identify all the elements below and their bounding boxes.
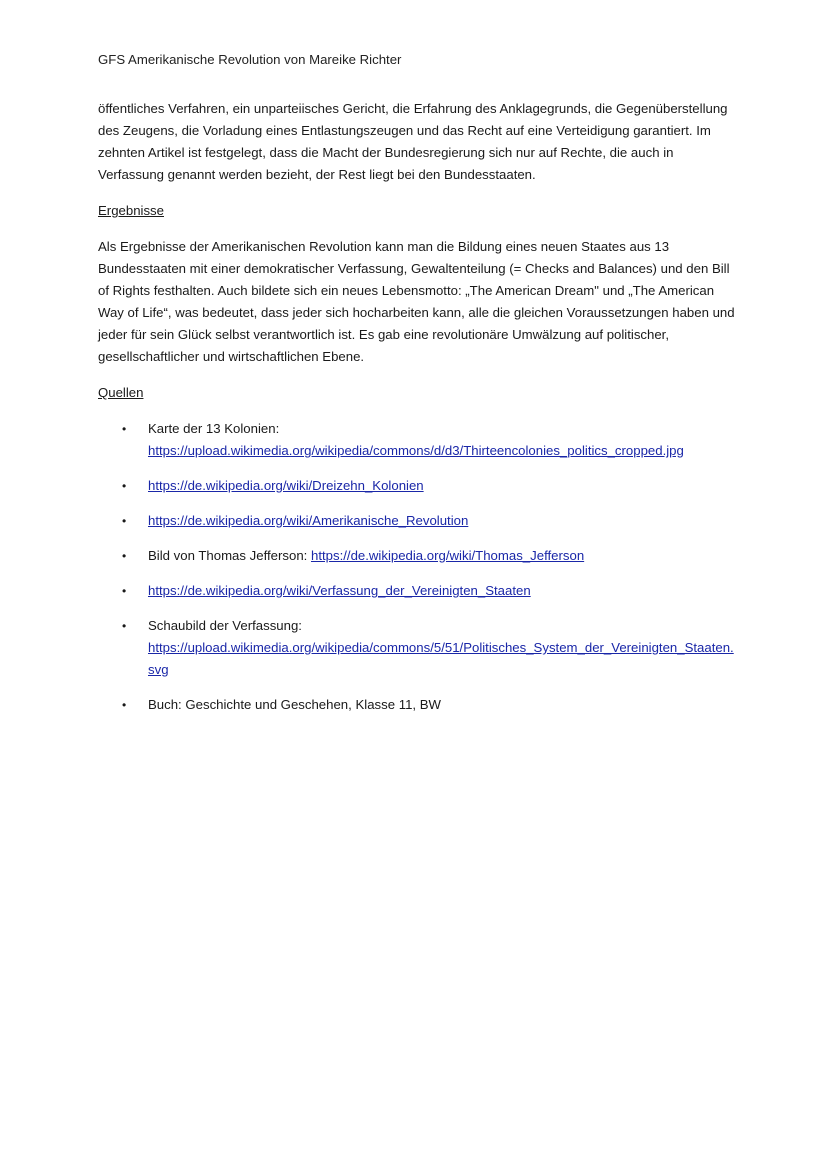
bullet-icon: • [122,698,127,712]
source-link[interactable]: https://upload.wikimedia.org/wikipedia/commons/d/d3/Thirteencolonies_politics_cropped.jpg [148,443,684,458]
source-item [98,418,738,462]
source-link[interactable]: https://de.wikipedia.org/wiki/Dreizehn_Kolonien [148,478,424,493]
sources-list [98,418,738,716]
source-label: Karte der 13 Kolonien: [148,421,280,436]
source-link[interactable]: https://upload.wikimedia.org/wikipedia/commons/5/51/Politisches_System_der_Vereinigten_Staaten.svg [148,640,734,677]
source-item [98,545,738,567]
bullet-icon: • [122,422,127,436]
source-item [98,615,738,681]
bullet-icon: • [122,584,127,598]
bullet-icon: • [122,619,127,633]
heading-results: Ergebnisse [98,203,164,218]
source-link[interactable]: https://de.wikipedia.org/wiki/Amerikanische_Revolution [148,513,469,528]
source-link[interactable]: https://de.wikipedia.org/wiki/Thomas_Jefferson [310,548,585,563]
source-link[interactable]: https://de.wikipedia.org/wiki/Verfassung_der_Vereinigten_Staaten [148,583,531,598]
paragraph-bill-of-rights: öffentliches Verfahren, ein unparteiisches Gericht, die Erfahrung des Anklagegrunds, die Gegenüberstellung des Zeugens, die Vorladung eines Entlastungszeugen und das Recht auf eine Verteidigung garantiert. Im zehnten Artikel ist festgelegt, dass die Macht der Bundesregierung sich nur auf Rechte, die auch in Verfassung genannt werden bezieht, der Rest liegt bei den Bundesstaaten. [98,101,728,182]
source-item [98,475,738,497]
source-item [98,580,738,602]
source-label: Schaubild der Verfassung: [148,618,302,633]
bullet-icon: • [122,514,127,528]
paragraph-results: Als Ergebnisse der Amerikanischen Revolution kann man die Bildung eines neuen Staates aus 13 Bundesstaaten mit einer demokratischer Verfassung, Gewaltenteilung (= Checks and Balances) und den Bill of Rights festhalten. Auch bildete sich ein neues Lebensmotto: „The American Dream" und „The American Way of Life“, was bedeutet, dass jeder sich hocharbeiten kann, alle die gleichen Voraussetzungen haben und jeder für sein Glück selbst verantwortlich ist. Es gab eine revolutionäre Umwälzung auf politischer, gesellschaftlicher und wirtschaftlichen Ebene. [98,239,735,364]
source-label: Buch: Geschichte und Geschehen, Klasse 11, BW [148,697,441,712]
document-body [98,98,738,729]
heading-sources: Quellen [98,385,144,400]
source-item [98,510,738,532]
source-label: Bild von Thomas Jefferson: [148,548,311,563]
bullet-icon: • [122,549,127,563]
page-header: GFS Amerikanische Revolution von Mareike Richter [98,52,402,67]
bullet-icon: • [122,479,127,493]
source-item [98,694,738,716]
